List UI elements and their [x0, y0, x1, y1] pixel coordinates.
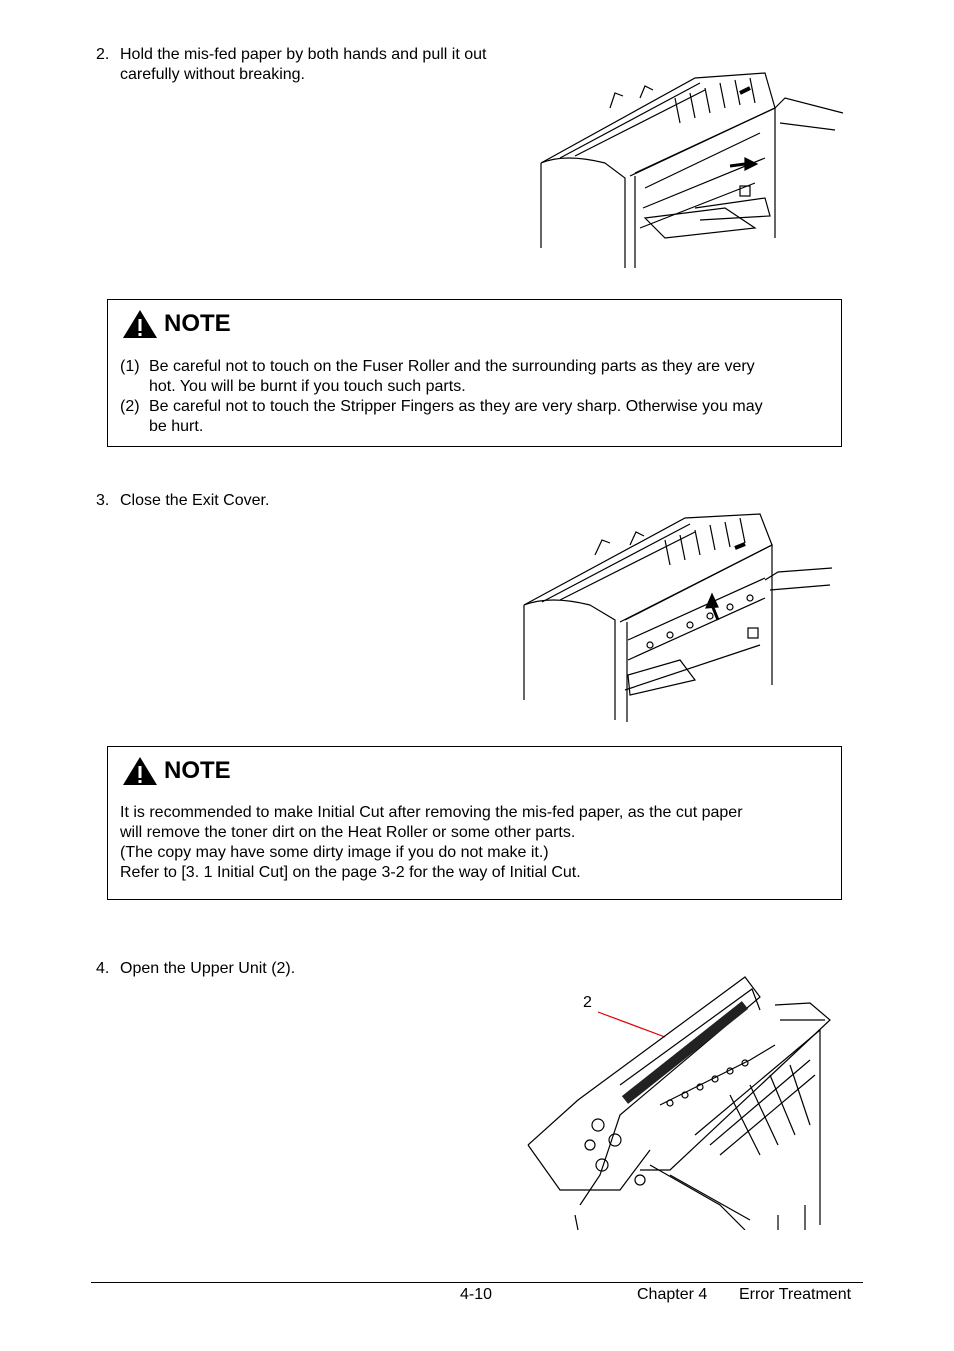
note-item — [120, 397, 831, 437]
note-box — [107, 746, 842, 900]
warning-triangle-icon — [122, 756, 158, 786]
footer-rule — [91, 1282, 863, 1283]
note-body — [120, 803, 831, 883]
chapter-label: Chapter 4 — [637, 1286, 708, 1303]
step-number: 2. — [96, 46, 110, 63]
note-line: will remove the toner dirt on the Heat Roller or some other parts. — [120, 824, 576, 841]
pull-paper-illustration — [535, 68, 847, 273]
note-line: Refer to [3. 1 Initial Cut] on the page 3-2 for the way of Initial Cut. — [120, 864, 581, 881]
step-number: 3. — [96, 492, 110, 509]
note-item-line: be hurt. — [149, 418, 204, 435]
page-number: 4-10 — [460, 1286, 493, 1303]
step-text-line: Hold the mis-fed paper by both hands and pull it out — [120, 46, 487, 63]
step-text-line: carefully without breaking. — [120, 66, 305, 83]
open-upper-unit-illustration — [520, 975, 840, 1230]
note-item — [120, 357, 831, 397]
step-number: 4. — [96, 960, 110, 977]
note-header — [122, 307, 231, 341]
note-box — [107, 299, 842, 447]
note-line: (The copy may have some dirty image if you do not make it.) — [120, 844, 549, 861]
step-text-line: Open the Upper Unit (2). — [120, 960, 296, 977]
note-item-line: hot. You will be burnt if you touch such parts. — [149, 378, 466, 395]
section-title: Error Treatment — [739, 1286, 852, 1303]
note-title: NOTE — [164, 757, 231, 784]
note-title: NOTE — [164, 310, 231, 337]
note-header — [122, 754, 231, 788]
callout-label: 2 — [583, 994, 592, 1011]
close-exit-cover-illustration — [520, 510, 835, 725]
step-text-line: Close the Exit Cover. — [120, 492, 270, 509]
note-item-line: Be careful not to touch the Stripper Fingers as they are very sharp. Otherwise you may — [149, 398, 763, 415]
note-item-label: (2) — [120, 398, 140, 415]
open-upper-unit-figure — [520, 975, 840, 1230]
note-item-line: Be careful not to touch on the Fuser Roller and the surrounding parts as they are very — [149, 358, 755, 375]
note-line: It is recommended to make Initial Cut after removing the mis-fed paper, as the cut paper — [120, 804, 743, 821]
note-item-label: (1) — [120, 358, 140, 375]
note-body — [120, 357, 831, 437]
warning-triangle-icon — [122, 309, 158, 339]
